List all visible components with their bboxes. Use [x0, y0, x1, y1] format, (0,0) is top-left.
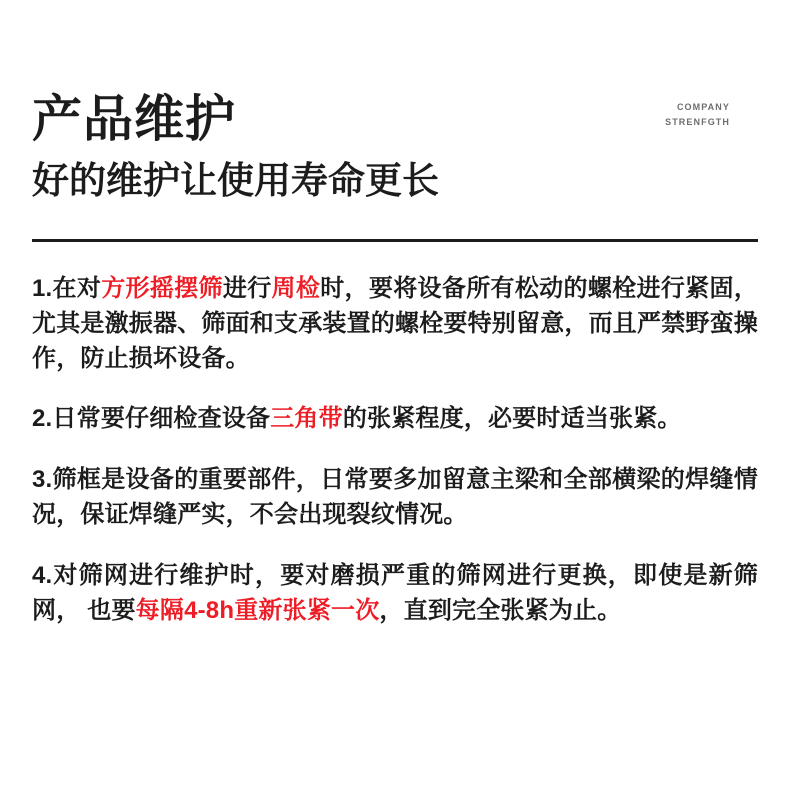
body-text: 时，要将设备所有松动的螺栓进行紧固，尤其是激振器、筛面和支承装置的螺栓要特别留意，而且严禁野蛮操作，防止损坏设备。 [32, 275, 759, 372]
highlighted-term: 三角带 [270, 405, 343, 433]
brand-line-two: STRENFGTH [665, 117, 730, 128]
body-text: 1.在对 [32, 275, 102, 303]
maintenance-list [32, 272, 758, 628]
maintenance-item [32, 402, 758, 437]
page-subtitle: 好的维护让使用寿命更长 [32, 160, 439, 201]
document-header [32, 0, 758, 205]
maintenance-item [32, 463, 758, 533]
body-text: 4.对筛网进行维护时，要对磨损严重的筛网进行更换，即使是新筛网， 也要 [32, 561, 758, 624]
highlighted-term: 周检 [271, 275, 321, 303]
body-text: 进行 [222, 275, 272, 303]
brand-mark [665, 100, 730, 131]
highlighted-term: 方形摇摆筛 [101, 275, 223, 303]
body-text: ，直到完全张紧为止。 [379, 596, 622, 624]
maintenance-item [32, 272, 758, 376]
maintenance-item [32, 559, 758, 629]
body-text: 3.筛框是设备的重要部件，日常要多加留意主梁和全部横梁的焊缝情况，保证焊缝严实，不会出现裂纹情况。 [32, 466, 758, 529]
page-title: 产品维护 [32, 91, 236, 147]
highlighted-term: 每隔4-8h重新张紧一次 [135, 596, 380, 624]
header-divider [32, 239, 758, 242]
body-text: 的张紧程度，必要时适当张紧。 [342, 405, 682, 433]
body-text: 2.日常要仔细检查设备 [32, 405, 271, 433]
brand-line-one: COMPANY [676, 102, 730, 112]
